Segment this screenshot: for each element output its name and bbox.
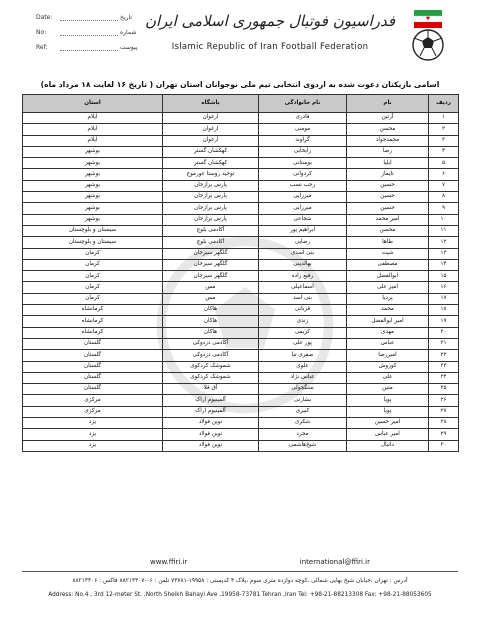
table-row [23, 169, 459, 180]
cell-club: پارس برازجان [163, 214, 259, 225]
cell-province: گلستان [23, 361, 163, 372]
cell-family: بنی اسدی [259, 248, 347, 259]
number-label-en: No: [36, 29, 47, 36]
cell-club: پارس برازجان [163, 180, 259, 191]
table-row [23, 406, 459, 417]
cell-family: رجب نسب [259, 180, 347, 191]
cell-index: ۴ [429, 146, 459, 157]
table-header-row [23, 95, 459, 113]
cell-family: علوی [259, 361, 347, 372]
cell-index: ۱۲ [429, 237, 459, 248]
cell-index: ۳ [429, 135, 459, 146]
cell-name: کوروش [347, 361, 429, 372]
cell-index: ۷ [429, 180, 459, 191]
cell-name: امیررضا [347, 350, 429, 361]
table-row [23, 293, 459, 304]
table-row [23, 180, 459, 191]
cell-index: ۶ [429, 169, 459, 180]
table-row [23, 282, 459, 293]
cell-index: ۱۹ [429, 316, 459, 327]
cell-family: زندی [259, 316, 347, 327]
cell-club: گلگهر سیرجان [163, 259, 259, 270]
cell-index: ۱۸ [429, 305, 459, 316]
cell-province: بوشهر [23, 192, 163, 203]
cell-family: زایخابی [259, 146, 347, 157]
cell-club: پارس برازجان [163, 203, 259, 214]
federation-title-en: Islamic Republic of Iran Football Federation [171, 42, 369, 52]
cell-province: گلستان [23, 350, 163, 361]
table-row [23, 248, 459, 259]
table-row [23, 429, 459, 440]
table-row [23, 237, 459, 248]
cell-index: ۹ [429, 203, 459, 214]
cell-index: ۱۴ [429, 259, 459, 270]
cell-index: ۲۶ [429, 395, 459, 406]
cell-club: شموشک کردکوی [163, 361, 259, 372]
cell-name: پویا [347, 395, 429, 406]
players-table-container [22, 94, 458, 452]
cell-province: کرمان [23, 282, 163, 293]
letterhead [0, 0, 480, 78]
date-field [36, 14, 132, 21]
cell-family: شیخ‌هاشمی [259, 440, 347, 451]
cell-province: بوشهر [23, 158, 163, 169]
date-label-fa: تاریخ [120, 14, 132, 21]
cell-name: شیث [347, 248, 429, 259]
cell-name: حسین [347, 192, 429, 203]
table-row [23, 158, 459, 169]
cell-family: پور علی [259, 338, 347, 349]
cell-name: حسین [347, 180, 429, 191]
table-row [23, 113, 459, 124]
cell-family: سنگچولی [259, 384, 347, 395]
cell-index: ۲۹ [429, 429, 459, 440]
cell-index: ۲۸ [429, 418, 459, 429]
cell-name: دانیال [347, 440, 429, 451]
cell-name: آرتین [347, 113, 429, 124]
cell-index: ۲ [429, 124, 459, 135]
cell-province: بوشهر [23, 146, 163, 157]
cell-family: بوستانی [259, 158, 347, 169]
cell-province: کرمانشاه [23, 327, 163, 338]
table-body [23, 113, 459, 452]
cell-name: مصطفی [347, 259, 429, 270]
footer-address-fa: آدرس : تهران ،خیابان شیخ بهایی شمالی ،کوچه دوازده متری سوم ،پلاک ۴ کدپستی : ۱۹۹۵۸-۷۳۷۸۱ تلفن : ۰۶-۸۸۲۱۳۳۰۷ فاکس : ۸۸۲۱۳۳۰۶ [72, 578, 408, 584]
cell-family: بشارتی [259, 395, 347, 406]
table-row [23, 361, 459, 372]
cell-club: مس [163, 282, 259, 293]
cell-family: کریمی [259, 327, 347, 338]
cell-family: گراوند [259, 135, 347, 146]
table-row [23, 135, 459, 146]
ref-label-en: Ref: [36, 44, 48, 51]
cell-club: مس [163, 293, 259, 304]
cell-province: مرکزی [23, 395, 163, 406]
cell-index: ۲۷ [429, 406, 459, 417]
cell-province: سیستان و بلوچستان [23, 237, 163, 248]
ref-label-fa: پیوست [120, 44, 138, 51]
federation-title-fa: فدراسیون فوتبال جمهوری اسلامی ایران [144, 12, 396, 30]
cell-index: ۳۰ [429, 440, 459, 451]
players-table [22, 94, 459, 452]
header-club: باشگاه [163, 95, 259, 113]
table-row [23, 316, 459, 327]
table-row [23, 395, 459, 406]
cell-club: کهکشان گستر [163, 158, 259, 169]
cell-province: سیستان و بلوچستان [23, 225, 163, 236]
cell-province: بوشهر [23, 169, 163, 180]
cell-club: گلگهر سیرجان [163, 271, 259, 282]
table-row [23, 146, 459, 157]
cell-index: ۱۰ [429, 214, 459, 225]
cell-name: مهدی [347, 327, 429, 338]
cell-province: کرمانشاه [23, 305, 163, 316]
header-province: استان [23, 95, 163, 113]
cell-province: کرمان [23, 259, 163, 270]
cell-province: کرمان [23, 271, 163, 282]
cell-name: متین [347, 384, 429, 395]
cell-club: آق قلا [163, 384, 259, 395]
cell-index: ۱۷ [429, 293, 459, 304]
cell-name: امیر عباس [347, 429, 429, 440]
cell-family: میرزایی [259, 203, 347, 214]
cell-family: قربانی [259, 305, 347, 316]
table-row [23, 305, 459, 316]
cell-name: امیر علی [347, 282, 429, 293]
cell-name: علی [347, 372, 429, 383]
cell-family: مومنی [259, 124, 347, 135]
table-row [23, 214, 459, 225]
cell-family: مجرد [259, 429, 347, 440]
cell-index: ۲۳ [429, 361, 459, 372]
cell-province: کرمان [23, 293, 163, 304]
table-row [23, 350, 459, 361]
cell-club: آلمینیوم اراک [163, 406, 259, 417]
cell-club: ارغوان [163, 124, 259, 135]
header-name: نام [347, 95, 429, 113]
table-row [23, 124, 459, 135]
cell-province: یزد [23, 429, 163, 440]
cell-province: یزد [23, 418, 163, 429]
cell-name: محمدجواد [347, 135, 429, 146]
cell-index: ۸ [429, 192, 459, 203]
cell-name: طاها [347, 237, 429, 248]
table-row [23, 440, 459, 451]
cell-club: هاکان [163, 316, 259, 327]
cell-index: ۲۴ [429, 372, 459, 383]
cell-index: ۲۱ [429, 338, 459, 349]
cell-family: رضایی [259, 237, 347, 248]
cell-name: عباس [347, 338, 429, 349]
cell-family: اسماعیلی [259, 282, 347, 293]
number-label-fa: شماره [120, 29, 137, 36]
cell-club: آکادمی دزدوکی [163, 338, 259, 349]
footer-address-en: Address: No.4 , 3rd 12-meter St. ,North Sheikh Bahayi Ave ,19958-73781 Tehran ,Iran Tel: +98-21-88213308 Fax: +98-21-88053605 [48, 592, 432, 598]
ref-line [60, 45, 118, 51]
cell-province: کرمانشاه [23, 316, 163, 327]
cell-index: ۱۵ [429, 271, 459, 282]
ref-field [36, 44, 138, 51]
table-row [23, 259, 459, 270]
cell-family: میرزایی [259, 192, 347, 203]
cell-index: ۱۳ [429, 248, 459, 259]
document-title: اسامی بازیکنان دعوت شده به اردوی انتخابی تیم ملی نوجوانان استان تهران ( تاریخ ۱۶ لغایت ۱۸ مرداد ماه) [40, 80, 440, 89]
cell-province: گلستان [23, 338, 163, 349]
cell-index: ۲۲ [429, 350, 459, 361]
cell-name: پردیا [347, 293, 429, 304]
cell-name: محمد [347, 305, 429, 316]
table-row [23, 225, 459, 236]
cell-family: ابراهیم پور [259, 225, 347, 236]
cell-province: یزد [23, 440, 163, 451]
cell-family: رفیع زاده [259, 271, 347, 282]
cell-index: ۵ [429, 158, 459, 169]
cell-club: آلمینیوم اراک [163, 395, 259, 406]
cell-club: آکادمی بلوچ [163, 237, 259, 248]
cell-name: ایلیا [347, 158, 429, 169]
cell-name: امیر محمد [347, 214, 429, 225]
cell-club: هاکان [163, 305, 259, 316]
cell-index: ۲۵ [429, 384, 459, 395]
cell-index: ۲۰ [429, 327, 459, 338]
cell-name: امیر ابوالفضل [347, 316, 429, 327]
email-link[interactable]: international@ffiri.ir [299, 558, 370, 566]
cell-club: هاکان [163, 327, 259, 338]
cell-name: تایماز [347, 169, 429, 180]
cell-name: امیر حسین [347, 418, 429, 429]
cell-family: شجاعی [259, 214, 347, 225]
table-row [23, 192, 459, 203]
footer-divider [22, 571, 458, 572]
cell-club: توحید روستا عورموج [163, 169, 259, 180]
table-row [23, 372, 459, 383]
date-label-en: Date: [36, 14, 53, 21]
cell-club: گلگهر سیرجان [163, 248, 259, 259]
cell-club: پارس برازجان [163, 192, 259, 203]
table-row [23, 203, 459, 214]
cell-province: کرمان [23, 248, 163, 259]
number-field [36, 29, 136, 36]
website-link[interactable]: www.ffiri.ir [150, 558, 188, 566]
cell-family: صفری نیا [259, 350, 347, 361]
cell-family: بنی اسد [259, 293, 347, 304]
table-row [23, 384, 459, 395]
cell-name: محسن [347, 124, 429, 135]
cell-province: ایلام [23, 135, 163, 146]
cell-name: حسین [347, 203, 429, 214]
cell-club: آکادمی دزدوکی [163, 350, 259, 361]
table-row [23, 338, 459, 349]
cell-club: کهکشان گستر [163, 146, 259, 157]
cell-name: رضا [347, 146, 429, 157]
date-line [60, 15, 118, 21]
cell-club: ارغوان [163, 135, 259, 146]
cell-family: عباس نژاد [259, 372, 347, 383]
cell-index: ۱ [429, 113, 459, 124]
cell-province: مرکزی [23, 406, 163, 417]
cell-club: ارغوان [163, 113, 259, 124]
cell-province: بوشهر [23, 180, 163, 191]
cell-province: گلستان [23, 372, 163, 383]
cell-family: شکری [259, 418, 347, 429]
cell-province: ایلام [23, 124, 163, 135]
cell-province: بوشهر [23, 203, 163, 214]
cell-club: شموشک کردکوی [163, 372, 259, 383]
cell-family: بهالدینی [259, 259, 347, 270]
cell-family: کردوانی [259, 169, 347, 180]
header-index: ردیف [429, 95, 459, 113]
cell-club: نوین فولاد [163, 418, 259, 429]
cell-club: نوین فولاد [163, 429, 259, 440]
cell-family: کبیری [259, 406, 347, 417]
table-row [23, 271, 459, 282]
cell-province: بوشهر [23, 214, 163, 225]
footer-contacts [150, 558, 370, 566]
cell-name: محسن [347, 225, 429, 236]
cell-family: قادری [259, 113, 347, 124]
cell-index: ۱۱ [429, 225, 459, 236]
table-row [23, 418, 459, 429]
cell-club: آکادمی بلوچ [163, 225, 259, 236]
header-family: نام خانوادگی [259, 95, 347, 113]
cell-club: نوین فولاد [163, 440, 259, 451]
cell-name: پویا [347, 406, 429, 417]
cell-province: ایلام [23, 113, 163, 124]
cell-index: ۱۶ [429, 282, 459, 293]
cell-province: گلستان [23, 384, 163, 395]
table-row [23, 327, 459, 338]
federation-logo-icon [404, 8, 452, 66]
cell-name: ابوالفضل [347, 271, 429, 282]
number-line [60, 30, 118, 36]
